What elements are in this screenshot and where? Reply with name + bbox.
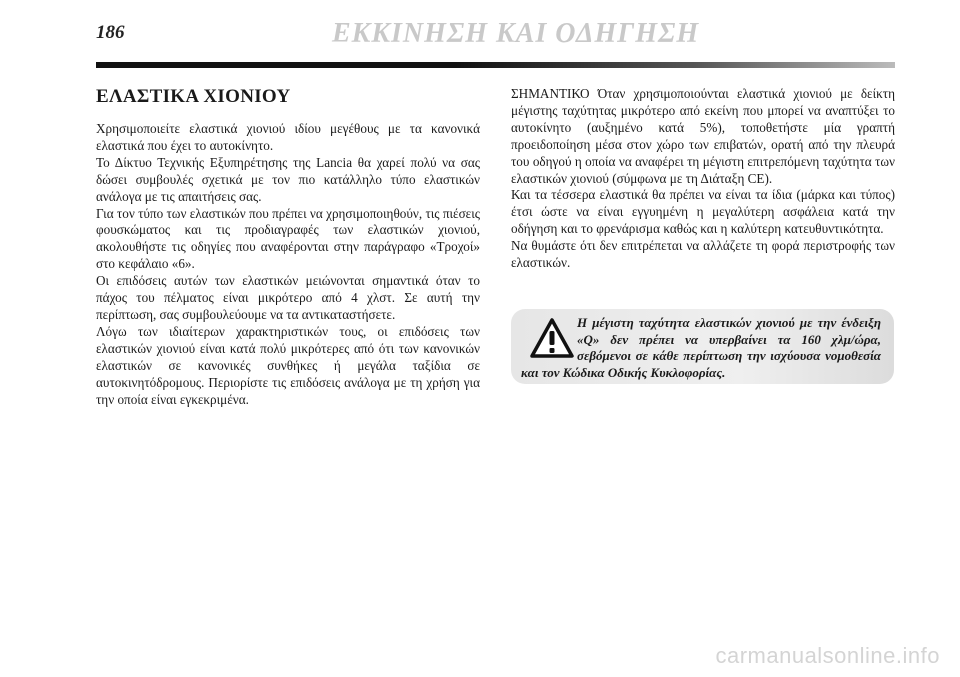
right-paragraph-3: Να θυμάστε ότι δεν επιτρέπεται να αλλάζετε τη φορά περιστροφής των ελαστικών.: [511, 238, 895, 271]
right-column: [511, 86, 895, 272]
warning-text: Η μέγιστη ταχύτητα ελαστικών χιονιού με την ένδειξη «Q» δεν πρέπει να υπερβαίνει τα 160 χλμ/ώρα, σεβόμενοι σε κάθε περίπτωση την ισχύουσα νομοθεσία και τον Κώδικα Οδικής Κυκλοφορίας.: [521, 315, 881, 380]
chapter-title: ΕΚΚΙΝΗΣΗ ΚΑΙ ΟΔΗΓΗΣΗ: [332, 18, 700, 49]
right-paragraph-2: Και τα τέσσερα ελαστικά θα πρέπει να είναι τα ίδια (μάρκα και τύπος) έτσι ώστε να είναι εγγυημένη η μεγαλύτερη ασφάλεια κατά την οδήγηση και το φρενάρισμα καθώς και η καλύτερη κατευθυντικότητα.: [511, 187, 895, 237]
page-number: 186: [96, 22, 125, 43]
warning-text-block: [521, 315, 881, 381]
left-column: [96, 86, 480, 408]
left-paragraph-3: Για τον τύπο των ελαστικών που πρέπει να χρησιμοποιηθούν, τις πιέσεις φουσκώματος και τις προδιαγραφές των ελαστικών χιονιού, ακολουθήστε τις οδηγίες που αναφέρονται στην παράγραφο «Τροχοί» στο κεφάλαιο «6».: [96, 205, 480, 272]
left-paragraph-1: Χρησιμοποιείτε ελαστικά χιονιού ιδίου μεγέθους με τα κανονικά ελαστικά που έχει το αυτοκίνητο.: [96, 121, 480, 153]
right-paragraph-1: ΣΗΜΑΝΤΙΚΟ Όταν χρησιμοποιούνται ελαστικά χιονιού με δείκτη μέγιστης ταχύτητας μικρότερο από εκείνη που μπορεί να αναπτύξει το αυτοκίνητο (αυξημένο κατά 5%), τοποθετήστε μία γραπτή προειδοποίηση μέσα στον χώρο των επιβατών, ορατή από την πλευρά του οδηγού η οποία να αναφέρει τη μέγιστη επιτρεπόμενη ταχύτητα των ελαστικών χιονιού (σύμφωνα με τη Διάταξη CE).: [511, 86, 895, 186]
left-paragraph-4: Οι επιδόσεις αυτών των ελαστικών μειώνονται σημαντικά όταν το πάχος του πέλματος είναι μικρότερο από 4 χλστ. Σε αυτή την περίπτωση, σας συμβουλεύουμε να τα αντικαταστήσετε.: [96, 273, 480, 322]
watermark: carmanualsonline.info: [715, 643, 940, 668]
left-paragraph-5: Λόγω των ιδιαίτερων χαρακτηριστικών τους, οι επιδόσεις των ελαστικών χιονιού είναι κατά πολύ μικρότερες από ότι των κανονικών ελαστικών σε κανονικές συνθήκες ή μεγάλα ταξίδια σε αυτοκινητόδρομους. Περιορίστε τις επιδόσεις ανάλογα με τη χρήση για την οποία είναι εγκεκριμένα.: [96, 323, 480, 407]
warning-box: [511, 309, 894, 384]
left-paragraph-2: Το Δίκτυο Τεχνικής Εξυπηρέτησης της Lancia θα χαρεί πολύ να σας δώσει συμβουλές σχετικά με τον πιο κατάλληλο τύπο ελαστικών ανάλογα με τις απαιτήσεις σας.: [96, 154, 480, 204]
header-rule: [96, 62, 895, 68]
section-title: ΕΛΑΣΤΙΚΑ ΧΙΟΝΙΟΥ: [96, 86, 291, 107]
